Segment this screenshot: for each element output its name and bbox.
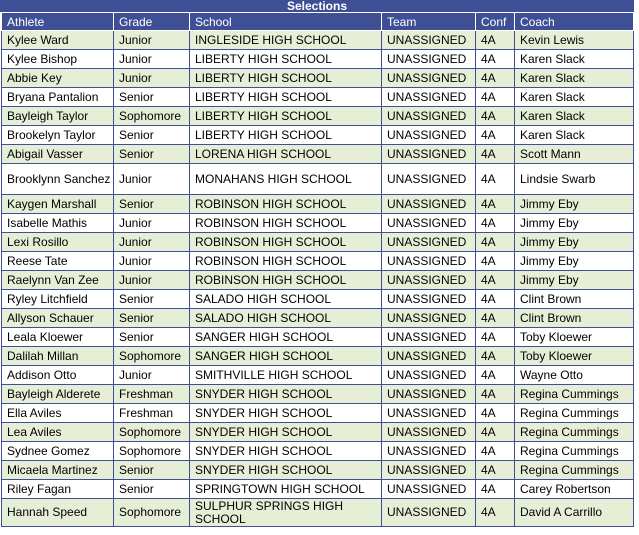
cell-grade: Freshman <box>114 385 190 404</box>
cell-conf: 4A <box>476 164 515 195</box>
cell-coach: Wayne Otto <box>515 366 634 385</box>
cell-coach: Carey Robertson <box>515 480 634 499</box>
cell-school: ROBINSON HIGH SCHOOL <box>190 271 382 290</box>
cell-grade: Senior <box>114 309 190 328</box>
cell-school: SANGER HIGH SCHOOL <box>190 347 382 366</box>
cell-school: SNYDER HIGH SCHOOL <box>190 461 382 480</box>
cell-team: UNASSIGNED <box>382 290 476 309</box>
cell-team: UNASSIGNED <box>382 309 476 328</box>
cell-grade: Senior <box>114 290 190 309</box>
cell-grade: Junior <box>114 31 190 50</box>
cell-school: ROBINSON HIGH SCHOOL <box>190 233 382 252</box>
table-row[interactable] <box>2 145 634 164</box>
cell-school: INGLESIDE HIGH SCHOOL <box>190 31 382 50</box>
cell-team: UNASSIGNED <box>382 347 476 366</box>
cell-coach: Clint Brown <box>515 309 634 328</box>
cell-conf: 4A <box>476 107 515 126</box>
cell-conf: 4A <box>476 480 515 499</box>
cell-conf: 4A <box>476 290 515 309</box>
cell-grade: Sophomore <box>114 442 190 461</box>
cell-conf: 4A <box>476 233 515 252</box>
cell-team: UNASSIGNED <box>382 214 476 233</box>
cell-team: UNASSIGNED <box>382 271 476 290</box>
cell-conf: 4A <box>476 195 515 214</box>
cell-conf: 4A <box>476 404 515 423</box>
cell-conf: 4A <box>476 366 515 385</box>
cell-conf: 4A <box>476 88 515 107</box>
table-row[interactable] <box>2 442 634 461</box>
table-row[interactable] <box>2 214 634 233</box>
cell-grade: Sophomore <box>114 423 190 442</box>
cell-grade: Sophomore <box>114 499 190 527</box>
cell-team: UNASSIGNED <box>382 252 476 271</box>
cell-coach: Regina Cummings <box>515 385 634 404</box>
table-row[interactable] <box>2 31 634 50</box>
cell-conf: 4A <box>476 252 515 271</box>
cell-athlete: Riley Fagan <box>2 480 114 499</box>
cell-coach: David A Carrillo <box>515 499 634 527</box>
column-header-coach[interactable]: Coach <box>515 13 634 31</box>
table-body <box>2 31 634 527</box>
cell-coach: Karen Slack <box>515 126 634 145</box>
cell-conf: 4A <box>476 31 515 50</box>
cell-school: SNYDER HIGH SCHOOL <box>190 404 382 423</box>
cell-school: ROBINSON HIGH SCHOOL <box>190 214 382 233</box>
cell-team: UNASSIGNED <box>382 480 476 499</box>
table-row[interactable] <box>2 499 634 527</box>
column-header-conf[interactable]: Conf <box>476 13 515 31</box>
cell-team: UNASSIGNED <box>382 69 476 88</box>
cell-school: SALADO HIGH SCHOOL <box>190 309 382 328</box>
cell-school: SANGER HIGH SCHOOL <box>190 328 382 347</box>
cell-grade: Junior <box>114 69 190 88</box>
cell-school: SULPHUR SPRINGS HIGH SCHOOL <box>190 499 382 527</box>
selections-table <box>1 12 634 527</box>
cell-conf: 4A <box>476 442 515 461</box>
cell-conf: 4A <box>476 309 515 328</box>
cell-grade: Senior <box>114 480 190 499</box>
cell-grade: Senior <box>114 461 190 480</box>
cell-athlete: Isabelle Mathis <box>2 214 114 233</box>
table-row[interactable] <box>2 107 634 126</box>
cell-team: UNASSIGNED <box>382 461 476 480</box>
cell-coach: Kevin Lewis <box>515 31 634 50</box>
cell-athlete: Bayleigh Taylor <box>2 107 114 126</box>
table-row[interactable] <box>2 252 634 271</box>
cell-team: UNASSIGNED <box>382 164 476 195</box>
table-row[interactable] <box>2 404 634 423</box>
cell-grade: Sophomore <box>114 347 190 366</box>
cell-school: SMITHVILLE HIGH SCHOOL <box>190 366 382 385</box>
cell-athlete: Leala Kloewer <box>2 328 114 347</box>
cell-school: ROBINSON HIGH SCHOOL <box>190 195 382 214</box>
cell-team: UNASSIGNED <box>382 233 476 252</box>
cell-grade: Junior <box>114 164 190 195</box>
table-row[interactable] <box>2 366 634 385</box>
table-row[interactable] <box>2 126 634 145</box>
cell-athlete: Hannah Speed <box>2 499 114 527</box>
cell-conf: 4A <box>476 461 515 480</box>
cell-school: LIBERTY HIGH SCHOOL <box>190 50 382 69</box>
cell-grade: Junior <box>114 252 190 271</box>
cell-coach: Jimmy Eby <box>515 252 634 271</box>
cell-team: UNASSIGNED <box>382 404 476 423</box>
table-row[interactable] <box>2 347 634 366</box>
cell-school: LIBERTY HIGH SCHOOL <box>190 69 382 88</box>
cell-team: UNASSIGNED <box>382 366 476 385</box>
column-header-team[interactable]: Team <box>382 13 476 31</box>
cell-conf: 4A <box>476 499 515 527</box>
cell-athlete: Brookelyn Taylor <box>2 126 114 145</box>
cell-team: UNASSIGNED <box>382 385 476 404</box>
cell-athlete: Ryley Litchfield <box>2 290 114 309</box>
cell-athlete: Kaygen Marshall <box>2 195 114 214</box>
cell-school: LIBERTY HIGH SCHOOL <box>190 107 382 126</box>
cell-athlete: Kylee Bishop <box>2 50 114 69</box>
cell-athlete: Abigail Vasser <box>2 145 114 164</box>
column-header-school[interactable]: School <box>190 13 382 31</box>
cell-coach: Regina Cummings <box>515 461 634 480</box>
table-row[interactable] <box>2 233 634 252</box>
cell-coach: Karen Slack <box>515 50 634 69</box>
cell-coach: Jimmy Eby <box>515 233 634 252</box>
cell-school: LIBERTY HIGH SCHOOL <box>190 88 382 107</box>
cell-team: UNASSIGNED <box>382 126 476 145</box>
cell-coach: Jimmy Eby <box>515 195 634 214</box>
cell-school: SNYDER HIGH SCHOOL <box>190 385 382 404</box>
table-row[interactable] <box>2 271 634 290</box>
cell-team: UNASSIGNED <box>382 107 476 126</box>
cell-athlete: Bayleigh Alderete <box>2 385 114 404</box>
cell-athlete: Dalilah Millan <box>2 347 114 366</box>
cell-grade: Freshman <box>114 404 190 423</box>
cell-team: UNASSIGNED <box>382 88 476 107</box>
cell-school: LORENA HIGH SCHOOL <box>190 145 382 164</box>
cell-conf: 4A <box>476 69 515 88</box>
cell-athlete: Sydnee Gomez <box>2 442 114 461</box>
cell-athlete: Bryana Pantalion <box>2 88 114 107</box>
cell-athlete: Allyson Schauer <box>2 309 114 328</box>
cell-athlete: Brooklynn Sanchez <box>2 164 114 195</box>
cell-coach: Toby Kloewer <box>515 347 634 366</box>
cell-athlete: Reese Tate <box>2 252 114 271</box>
cell-team: UNASSIGNED <box>382 499 476 527</box>
cell-grade: Junior <box>114 233 190 252</box>
table-row[interactable] <box>2 328 634 347</box>
table-row[interactable] <box>2 290 634 309</box>
cell-coach: Karen Slack <box>515 88 634 107</box>
table-row[interactable] <box>2 423 634 442</box>
table-row[interactable] <box>2 50 634 69</box>
cell-coach: Regina Cummings <box>515 442 634 461</box>
table-row[interactable] <box>2 461 634 480</box>
table-row[interactable] <box>2 480 634 499</box>
table-row[interactable] <box>2 195 634 214</box>
table-row[interactable] <box>2 385 634 404</box>
cell-grade: Junior <box>114 50 190 69</box>
cell-school: SPRINGTOWN HIGH SCHOOL <box>190 480 382 499</box>
cell-school: LIBERTY HIGH SCHOOL <box>190 126 382 145</box>
cell-coach: Toby Kloewer <box>515 328 634 347</box>
cell-coach: Karen Slack <box>515 69 634 88</box>
cell-conf: 4A <box>476 423 515 442</box>
cell-coach: Jimmy Eby <box>515 214 634 233</box>
cell-grade: Junior <box>114 214 190 233</box>
table-row[interactable] <box>2 309 634 328</box>
cell-athlete: Addison Otto <box>2 366 114 385</box>
cell-team: UNASSIGNED <box>382 328 476 347</box>
cell-grade: Senior <box>114 88 190 107</box>
cell-school: MONAHANS HIGH SCHOOL <box>190 164 382 195</box>
column-header-grade[interactable]: Grade <box>114 13 190 31</box>
cell-athlete: Abbie Key <box>2 69 114 88</box>
cell-conf: 4A <box>476 50 515 69</box>
cell-conf: 4A <box>476 271 515 290</box>
cell-team: UNASSIGNED <box>382 423 476 442</box>
cell-coach: Lindsie Swarb <box>515 164 634 195</box>
table-row[interactable] <box>2 88 634 107</box>
cell-conf: 4A <box>476 126 515 145</box>
cell-school: ROBINSON HIGH SCHOOL <box>190 252 382 271</box>
cell-athlete: Kylee Ward <box>2 31 114 50</box>
header-row <box>2 13 634 31</box>
cell-coach: Karen Slack <box>515 107 634 126</box>
cell-athlete: Lea Aviles <box>2 423 114 442</box>
cell-grade: Senior <box>114 328 190 347</box>
cell-team: UNASSIGNED <box>382 50 476 69</box>
cell-athlete: Micaela Martinez <box>2 461 114 480</box>
cell-grade: Junior <box>114 271 190 290</box>
cell-coach: Regina Cummings <box>515 404 634 423</box>
cell-conf: 4A <box>476 328 515 347</box>
column-header-athlete[interactable]: Athlete <box>2 13 114 31</box>
cell-athlete: Ella Aviles <box>2 404 114 423</box>
cell-grade: Sophomore <box>114 107 190 126</box>
cell-team: UNASSIGNED <box>382 31 476 50</box>
cell-school: SALADO HIGH SCHOOL <box>190 290 382 309</box>
cell-conf: 4A <box>476 385 515 404</box>
cell-grade: Senior <box>114 145 190 164</box>
cell-grade: Junior <box>114 366 190 385</box>
cell-team: UNASSIGNED <box>382 195 476 214</box>
cell-coach: Clint Brown <box>515 290 634 309</box>
table-title: Selections <box>0 0 634 12</box>
cell-school: SNYDER HIGH SCHOOL <box>190 442 382 461</box>
cell-athlete: Lexi Rosillo <box>2 233 114 252</box>
cell-coach: Scott Mann <box>515 145 634 164</box>
cell-coach: Jimmy Eby <box>515 271 634 290</box>
cell-conf: 4A <box>476 347 515 366</box>
cell-coach: Regina Cummings <box>515 423 634 442</box>
table-row[interactable] <box>2 69 634 88</box>
cell-school: SNYDER HIGH SCHOOL <box>190 423 382 442</box>
cell-grade: Senior <box>114 195 190 214</box>
cell-grade: Senior <box>114 126 190 145</box>
cell-conf: 4A <box>476 145 515 164</box>
cell-conf: 4A <box>476 214 515 233</box>
cell-athlete: Raelynn Van Zee <box>2 271 114 290</box>
cell-team: UNASSIGNED <box>382 145 476 164</box>
cell-team: UNASSIGNED <box>382 442 476 461</box>
table-row[interactable] <box>2 164 634 195</box>
